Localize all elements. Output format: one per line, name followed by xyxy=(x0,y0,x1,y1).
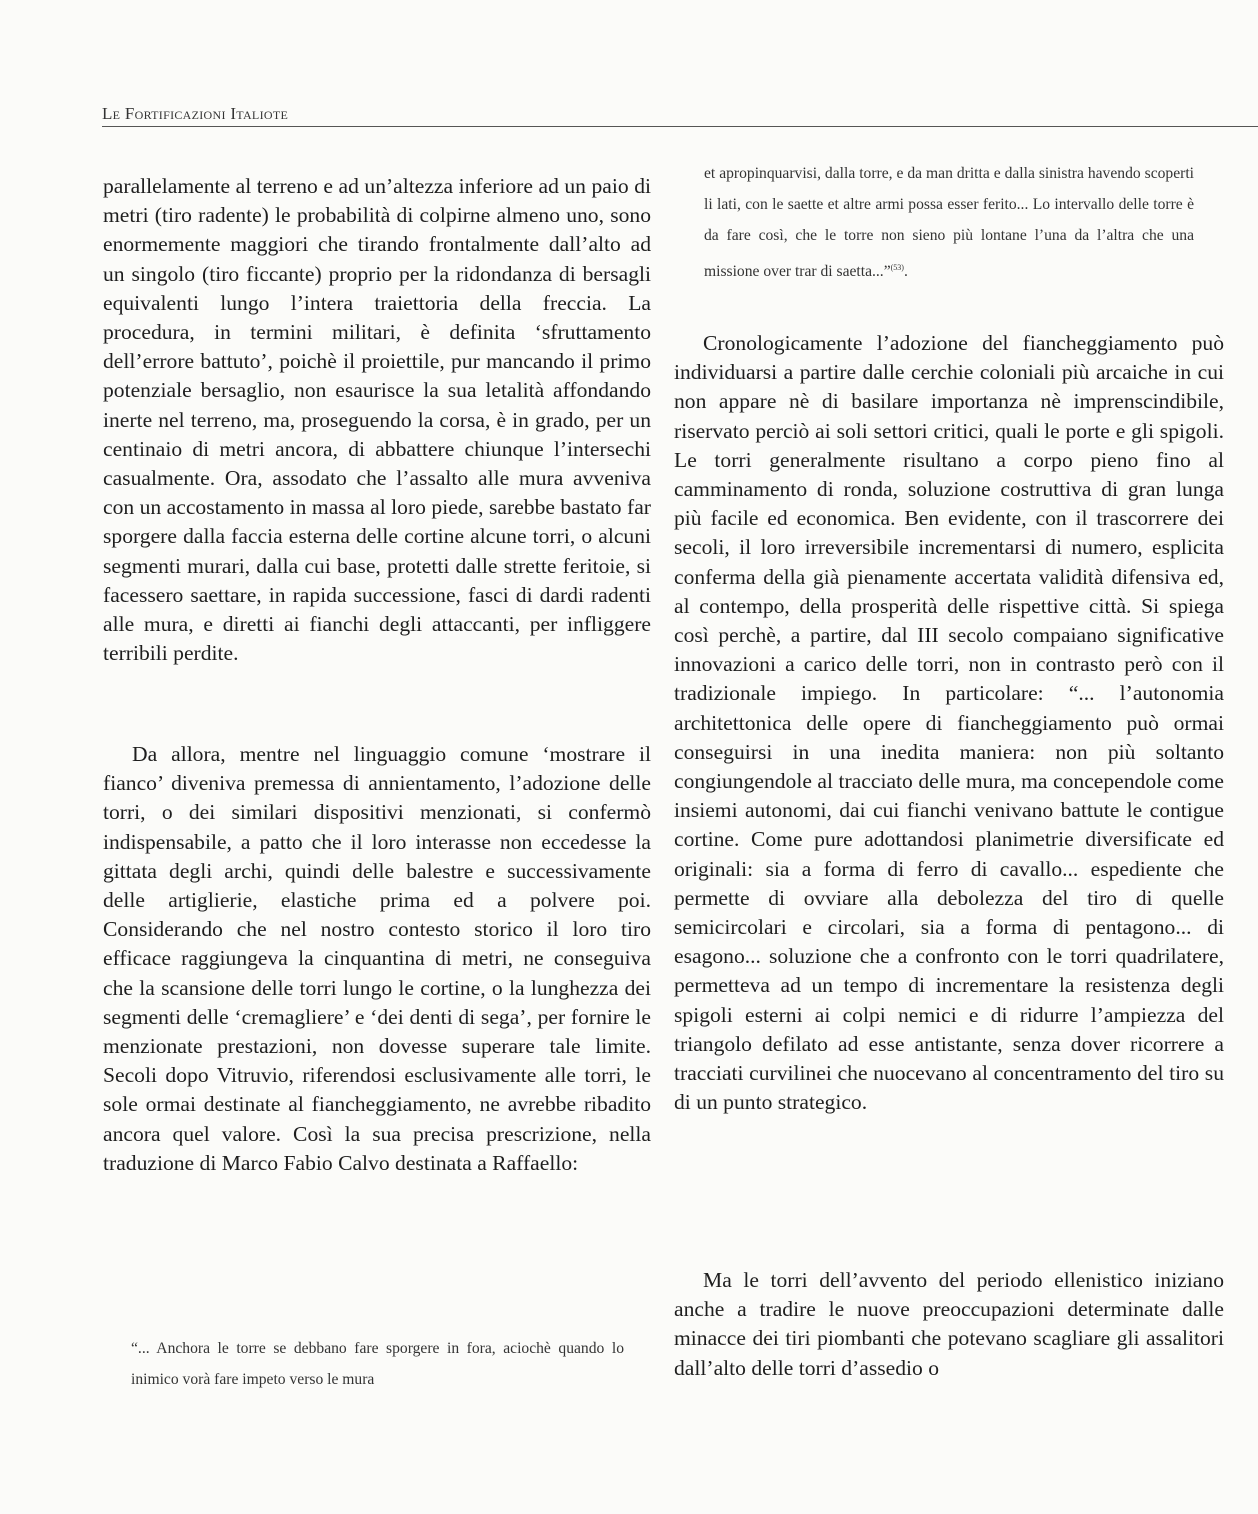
right-block-quote xyxy=(704,158,1194,287)
left-paragraph-2: Da allora, mentre nel linguaggio comune ‘mostrare il fianco’ diveniva premessa di annientamento, l’adozione delle torri, o dei similari dispositivi menzionati, si confermò indispensabile, a patto che il loro interasse non eccedesse la gittata degli archi, quindi delle balestre e successivamente delle artiglierie, elastiche prima ed a polvere poi. Considerando che nel nostro contesto storico il loro tiro efficace raggiungeva la cinquantina di metri, ne conseguiva che la scansione delle torri lungo le cortine, o la lunghezza dei segmenti delle ‘cremagliere’ e ‘dei denti di sega’, per fornire le menzionate prestazioni, non dovesse superare tale limite. Secoli dopo Vitruvio, riferendosi esclusivamente alle torri, le sole ormai destinate al fiancheggiamento, ne avrebbe ribadito ancora quel valore. Così la sua precisa prescrizione, nella traduzione di Marco Fabio Calvo destinata a Raffaello: xyxy=(103,742,651,1175)
footnote-ref: (53) xyxy=(890,262,904,272)
right-paragraph-1: Cronologicamente l’adozione del fiancheggiamento può individuarsi a partire dalle cerchie coloniali più arcaiche in cui non appare nè di basilare importanza nè imprenscindibile, riservato perciò ai soli settori critici, quali le porte e gli spigoli. Le torri generalmente risultano a corpo pieno fino al camminamento di ronda, soluzione costruttiva di gran lunga più facile ed economica. Ben evidente, con il trascorrere dei secoli, il loro irreversibile incrementarsi di numero, esplicita conferma della già pienamente accertata validità difensiva ed, al contempo, della prosperità delle rispettive città. Si spiega così perchè, a partire, dal III secolo compaiano significative innovazioni a carico delle torri, non in contrasto però con il tradizionale impiego. In particolare: “... l’autonomia architettonica delle opere di fiancheggiamento può ormai conseguirsi in una inedita maniera: non più soltanto congiungendole al tracciato delle mura, ma concependole come insiemi autonomi, dai cui fianchi venivano battute le contigue cortine. Come pure adottandosi planimetrie diversificate ed originali: sia a forma di ferro di cavallo... espediente che permette di ovviare alla debolezza del tiro di quelle semicircolari e circolari, sia a forma di pentagono... di esagono... soluzione che a confronto con le torri quadrilatere, permetteva ad un tempo di incrementare la resistenza degli spigoli esterni ai colpi nemici e di ridurre l’ampiezza del triangolo defilato ad esse antistante, senza dover ricorrere a tracciati curvilinei che nuocevano al concentramento del tiro su di un punto strategico. xyxy=(674,331,1224,1115)
running-head xyxy=(102,104,1258,127)
left-paragraph-1: parallelamente al terreno e ad un’altezza inferiore ad un paio di metri (tiro radente) le probabilità di colpirne almeno uno, sono enormemente maggiori che tirando frontalmente dall’alto ad un singolo (tiro ficcante) proprio per la ridondanza di bersagli equivalenti lungo l’intera traiettoria della freccia. La procedura, in termini militari, è definita ‘sfruttamento dell’errore battuto’, poichè il proiettile, pur mancando il primo potenziale bersaglio, non esaurisce la sua letalità affondando inerte nel terreno, ma, proseguendo la corsa, è in grado, per un centinaio di metri ancora, di abbattere chiunque l’intersechi casualmente. Ora, assodato che l’assalto alle mura avveniva con un accostamento in massa al loro piede, sarebbe bastato far sporgere dalla faccia esterna delle cortine alcune torri, o alcuni segmenti murari, dalla cui base, protetti dalle strette feritoie, si facessero saettare, in rapida successione, fasci di dardi radenti alle mura, e diretti ai fianchi degli attaccanti, per infliggere terribili perdite. xyxy=(103,174,651,666)
left-block-quote: “... Anchora le torre se debbano fare sporgere in fora, aciochè quando lo inimico vorà fare impeto verso le mura xyxy=(131,1340,624,1389)
right-quote-text: et apropinquarvisi, dalla torre, e da man dritta e dalla sinistra havendo scoperti li lati, con le saette et altre armi possa esser ferito... Lo intervallo delle torre è da fare così, che le torre non sieno più lontane l’una da l’altra che una missione over trar di saetta...” xyxy=(704,165,1194,280)
running-head-title: Le Fortificazioni Italiote xyxy=(102,104,289,123)
right-paragraph-2: Ma le torri dell’avvento del periodo ellenistico iniziano anche a tradire le nuove preoccupazioni determinate dalle minacce dei tiri piombanti che potevano scagliare gli assalitori dall’alto delle torri d’assedio o xyxy=(674,1268,1224,1380)
right-quote-end: . xyxy=(903,262,908,280)
